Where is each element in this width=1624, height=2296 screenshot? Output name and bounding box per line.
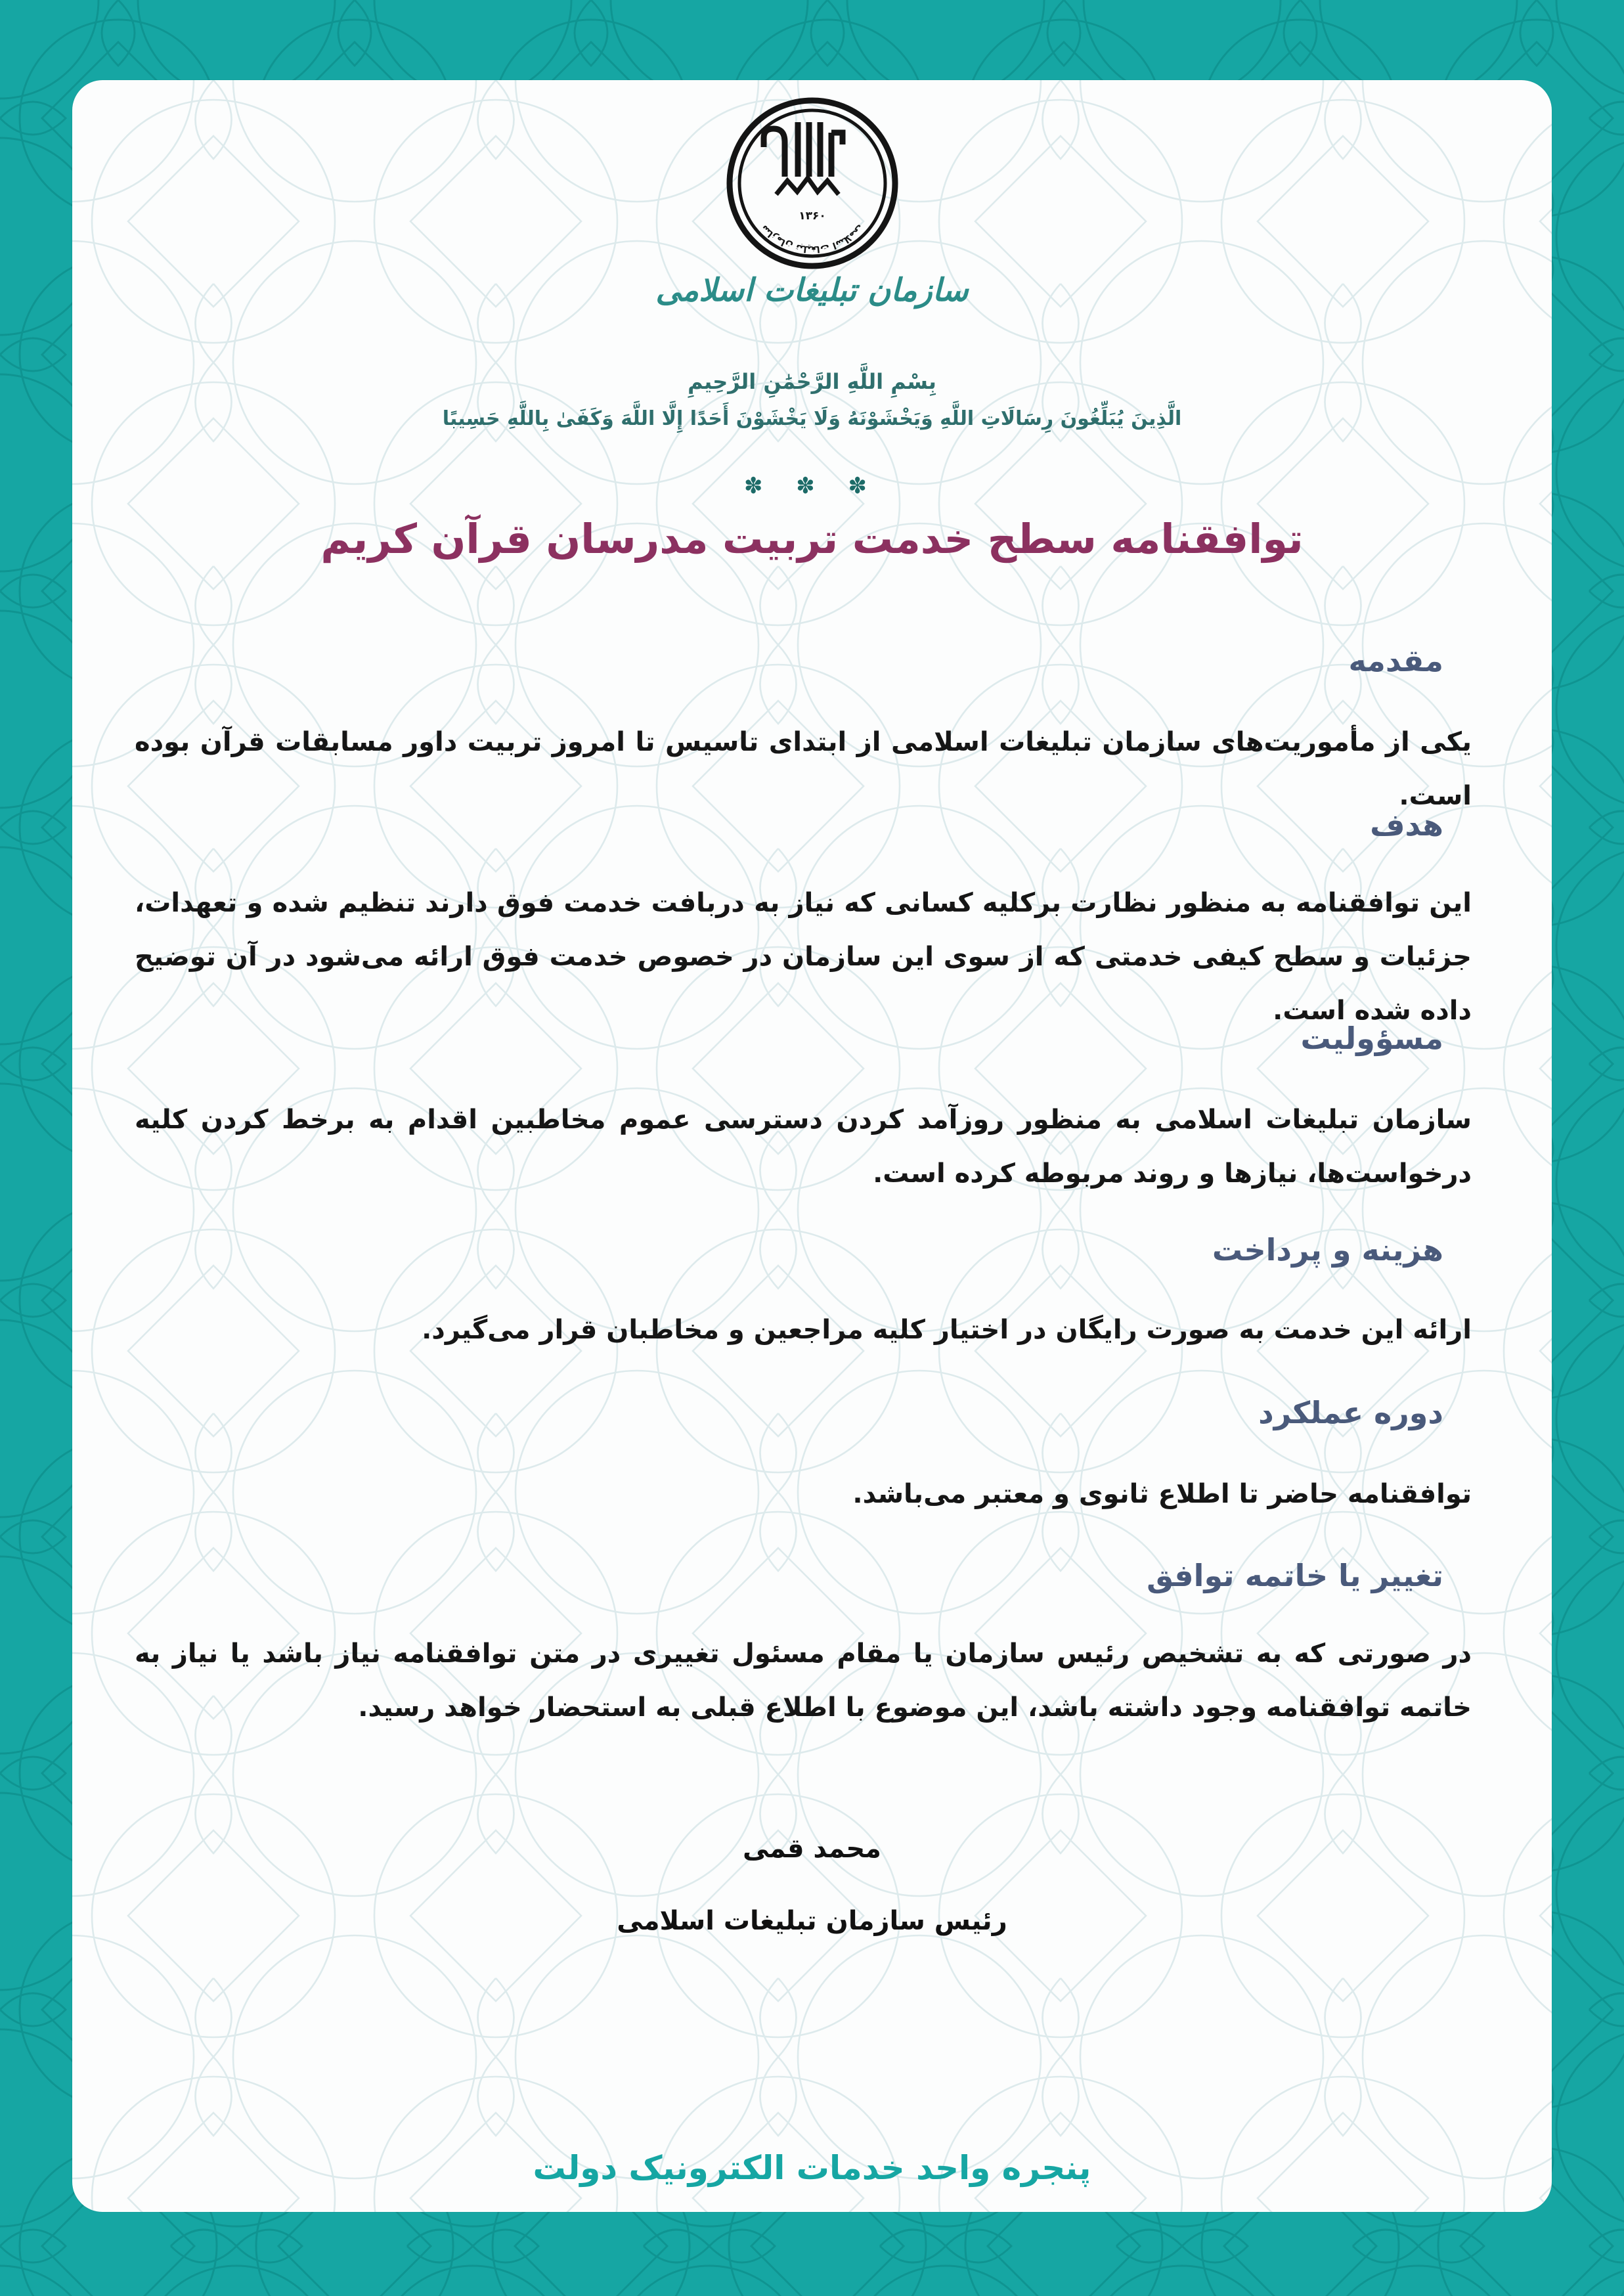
signatory-role: رئیس سازمان تبلیغات اسلامی [617,1906,1007,1936]
footer-text: پنجره واحد خدمات الکترونیک دولت [533,2149,1091,2187]
section-heading-goal: هدف [1370,807,1443,843]
section-body-change-termination: در صورتی که به تشخیص رئیس سازمان یا مقام مسئول تغییری در متن توافقنامه نیاز باشد یا نیاز به خاتمه توافقنامه وجود داشته باشد، این موضوع با اطلاع قبلی به استحضار خواهد رسید. [135,1639,1472,1723]
bismillah-text: بِسْمِ اللَّهِ الرَّحْمَٰنِ الرَّحِيمِ [688,369,936,394]
section-heading-introduction: مقدمه [1348,643,1443,678]
section-heading-change-termination: تغییر یا خاتمه توافق [1147,1558,1443,1593]
section-body-cost-payment: ارائه این خدمت به صورت رایگان در اختیار کلیه مراجعین و مخاطبان قرار می‌گیرد. [422,1315,1472,1345]
organization-logo [724,95,901,272]
logo-circle-text: سازمان تبلیغات اسلامی [758,223,866,255]
section-body-performance-period: توافقنامه حاضر تا اطلاع ثانوی و معتبر می‌باشد. [852,1479,1472,1509]
section-heading-responsibility: مسؤولیت [1300,1021,1443,1056]
signatory-name: محمد قمی [743,1834,881,1864]
section-heading-performance-period: دوره عملکرد [1258,1395,1443,1430]
section-body-responsibility: سازمان تبلیغات اسلامی به منظور روزآمد کردن دسترسی عموم مخاطبین اقدام به برخط کردن کلیه درخواست‌ها، نیازها و روند مربوطه کرده است. [135,1105,1472,1189]
document-page [72,80,1552,2212]
allah-emblem [764,122,843,194]
logo-year: ۱۳۶۰ [798,210,826,223]
quran-verse: الَّذِينَ يُبَلِّغُونَ رِسَالَاتِ اللَّهِ وَيَخْشَوْنَهُ وَلَا يَخْشَوْنَ أَحَدًا إِلَّا اللَّهَ وَكَفَىٰ بِاللَّهِ حَسِيبًا [442,407,1182,430]
svg-text:سازمان تبلیغات اسلامی [758,223,865,254]
section-body-goal: این توافقنامه به منظور نظارت برکلیه کسانی که نیاز به دربافت خدمت فوق دارند تنظیم شده و تعهدات، جزئیات و سطح کیفی خدمتی که از سوی این سازمان در خصوص خدمت فوق ارائه می‌شود در آن توضیح داده شده است. [135,888,1472,1026]
ornament-separator: ✽ ✽ ✽ [743,473,881,499]
section-heading-cost-payment: هزینه و پرداخت [1212,1232,1443,1268]
section-body-introduction: یکی از مأموریت‌های سازمان تبلیغات اسلامی از ابتدای تاسیس تا امروز تربیت داور مسابقات قرآن بوده است. [135,727,1472,811]
document-title: توافقنامه سطح خدمت تربیت مدرسان قرآن کریم [320,515,1304,563]
organization-calligraphy: سازمان تبلیغات اسلامی [655,272,969,309]
